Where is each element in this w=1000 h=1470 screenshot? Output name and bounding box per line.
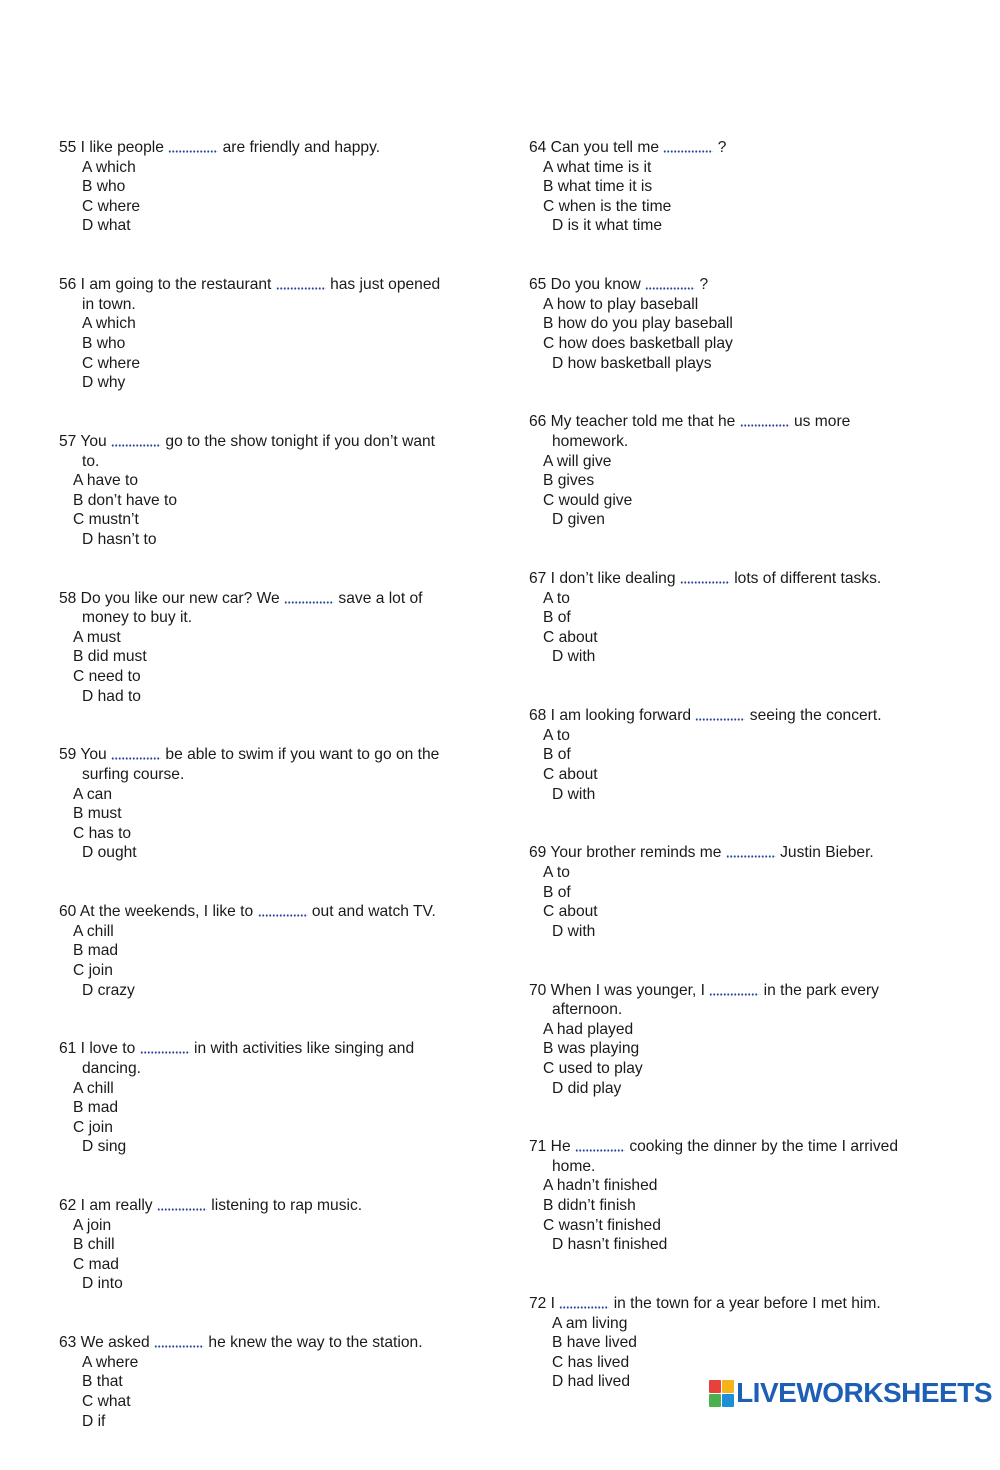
answer-option-a[interactable]: A to xyxy=(543,863,570,881)
question-continuation: dancing. xyxy=(82,1059,141,1077)
answer-option-d[interactable]: D crazy xyxy=(82,981,135,999)
question-text: 60 At the weekends, I like to xyxy=(59,903,254,921)
answer-option-a[interactable]: A chill xyxy=(73,922,114,940)
question-continuation: in town. xyxy=(82,295,136,313)
question-text-after: in the town for a year before I met him. xyxy=(613,1295,881,1313)
answer-option-b[interactable]: B of xyxy=(543,609,571,627)
question-continuation: money to buy it. xyxy=(82,609,193,627)
answer-option-d[interactable]: D had lived xyxy=(552,1373,631,1391)
liveworksheets-logo xyxy=(709,1377,992,1409)
question-text-after: ? xyxy=(717,139,727,156)
question-text-after: cooking the dinner by the time I arrived xyxy=(629,1138,899,1156)
question-text: 58 Do you like our new car? We xyxy=(59,589,280,607)
answer-option-b[interactable]: B how do you play baseball xyxy=(543,315,733,333)
question-text-after: lots of different tasks. xyxy=(734,570,882,588)
question-text-after: us more xyxy=(794,413,851,431)
answer-option-c[interactable]: C join xyxy=(73,961,113,979)
answer-blank[interactable] xyxy=(695,706,745,721)
answer-option-d[interactable]: D with xyxy=(552,922,596,940)
answer-option-a[interactable]: A join xyxy=(73,1216,112,1234)
answer-option-c[interactable]: C used to play xyxy=(543,1059,643,1077)
answer-blank[interactable] xyxy=(740,412,790,427)
answer-blank[interactable] xyxy=(276,275,326,290)
question-text: 64 Can you tell me xyxy=(529,139,660,156)
answer-blank[interactable] xyxy=(709,981,759,996)
question-text: 55 I like people xyxy=(59,139,164,156)
answer-option-d[interactable]: D into xyxy=(82,1275,123,1293)
question-text-after: save a lot of xyxy=(338,589,423,607)
answer-option-d[interactable]: D what xyxy=(82,217,131,235)
answer-option-b[interactable]: B must xyxy=(73,805,122,823)
question-65 xyxy=(529,275,959,373)
question-63 xyxy=(59,1333,489,1431)
right-column xyxy=(529,138,959,1431)
question-stem xyxy=(59,138,489,158)
answer-option-c[interactable]: C when is the time xyxy=(543,197,672,215)
answer-option-d[interactable]: D how basketball plays xyxy=(552,354,712,372)
answer-option-b[interactable]: B don’t have to xyxy=(73,491,178,509)
question-stem xyxy=(529,843,959,863)
question-59 xyxy=(59,745,489,863)
answer-blank[interactable] xyxy=(258,902,308,917)
answer-blank[interactable] xyxy=(157,1196,207,1211)
question-text: 69 Your brother reminds me xyxy=(529,844,722,862)
question-text-after: in with activities like singing and xyxy=(193,1040,415,1058)
answer-option-d[interactable]: D why xyxy=(82,374,126,392)
question-text: 68 I am looking forward xyxy=(529,707,692,725)
question-text-after: in the park every xyxy=(763,981,879,999)
question-stem xyxy=(529,569,959,589)
question-stem xyxy=(59,1196,489,1216)
question-text-after: listening to rap music. xyxy=(211,1197,363,1215)
question-71 xyxy=(529,1137,959,1255)
answer-option-c[interactable]: C what xyxy=(82,1393,131,1410)
question-stem xyxy=(529,981,959,1020)
question-text-after: Justin Bieber. xyxy=(780,844,874,862)
question-continuation: home. xyxy=(552,1157,596,1175)
question-text: 63 We asked xyxy=(59,1334,150,1352)
answer-option-a[interactable]: A will give xyxy=(543,452,612,470)
answer-blank[interactable] xyxy=(645,275,695,290)
answer-option-a[interactable]: A to xyxy=(543,589,570,607)
answer-option-a[interactable]: A which xyxy=(82,315,136,333)
question-stem xyxy=(529,138,959,158)
question-text-after: seeing the concert. xyxy=(749,707,882,725)
answer-option-a[interactable]: A can xyxy=(73,785,113,803)
answer-option-a[interactable]: A what time is it xyxy=(543,158,652,176)
question-stem xyxy=(59,432,489,471)
answer-option-b[interactable]: B mad xyxy=(73,1099,119,1117)
question-67 xyxy=(529,569,959,667)
answer-option-c[interactable]: C where xyxy=(82,197,141,215)
answer-option-c[interactable]: C wasn’t finished xyxy=(543,1216,661,1234)
answer-option-c[interactable]: C would give xyxy=(543,491,633,509)
question-55 xyxy=(59,138,489,236)
answer-option-c[interactable]: C mustn’t xyxy=(73,511,139,529)
question-stem xyxy=(59,275,489,314)
answer-option-a[interactable]: A had played xyxy=(543,1020,634,1038)
answer-option-d[interactable]: D hasn’t finished xyxy=(552,1236,668,1254)
question-text: 56 I am going to the restaurant xyxy=(59,276,272,294)
answer-option-c[interactable]: C join xyxy=(73,1118,113,1136)
answer-option-c[interactable]: C has lived xyxy=(552,1353,630,1371)
answer-option-c[interactable]: C need to xyxy=(73,668,141,686)
answer-blank[interactable] xyxy=(575,1137,625,1152)
question-stem xyxy=(529,275,959,295)
question-69 xyxy=(529,843,959,941)
question-56 xyxy=(59,275,489,393)
answer-option-c[interactable]: C how does basketball play xyxy=(543,334,733,352)
answer-option-c[interactable]: C where xyxy=(82,354,141,372)
answer-option-a[interactable]: A hadn’t finished xyxy=(543,1177,658,1195)
question-62 xyxy=(59,1196,489,1294)
question-60 xyxy=(59,902,489,1000)
question-text: 70 When I was younger, I xyxy=(529,981,705,999)
answer-option-d[interactable]: D if xyxy=(82,1412,106,1430)
question-text-after: has just opened xyxy=(330,276,441,294)
answer-option-a[interactable]: A chill xyxy=(73,1079,114,1097)
question-continuation: surfing course. xyxy=(82,766,185,783)
answer-option-d[interactable]: D is it what time xyxy=(552,217,663,235)
answer-option-d[interactable]: D sing xyxy=(82,1138,127,1156)
question-text: 61 I love to xyxy=(59,1040,136,1058)
answer-option-b[interactable]: B who xyxy=(82,334,126,352)
answer-option-a[interactable]: A must xyxy=(73,628,121,646)
answer-blank[interactable] xyxy=(663,138,713,153)
answer-blank[interactable] xyxy=(284,589,334,604)
question-70 xyxy=(529,981,959,1099)
answer-option-c[interactable]: C about xyxy=(543,903,598,921)
answer-blank[interactable] xyxy=(168,138,218,153)
answer-option-b[interactable]: B didn’t finish xyxy=(543,1197,636,1215)
answer-blank[interactable] xyxy=(111,745,161,760)
question-68 xyxy=(529,706,959,804)
answer-blank[interactable] xyxy=(111,432,161,447)
question-58 xyxy=(59,589,489,707)
left-column xyxy=(59,138,489,1470)
question-text: 65 Do you know xyxy=(529,276,641,294)
logo-block-4 xyxy=(722,1394,734,1407)
answer-blank[interactable] xyxy=(140,1039,190,1054)
logo-blocks-icon xyxy=(709,1380,734,1407)
answer-option-a[interactable]: A to xyxy=(543,726,570,744)
answer-blank[interactable] xyxy=(559,1294,609,1309)
logo-block-3 xyxy=(709,1394,721,1407)
answer-option-c[interactable]: C about xyxy=(543,628,598,646)
answer-option-c[interactable]: C has to xyxy=(73,824,132,842)
answer-option-c[interactable]: C about xyxy=(543,766,598,783)
question-stem xyxy=(529,412,959,451)
answer-option-a[interactable]: A am living xyxy=(552,1314,628,1332)
answer-option-d[interactable]: D hasn’t to xyxy=(82,530,157,548)
logo-block-2 xyxy=(722,1380,734,1393)
question-64 xyxy=(529,138,959,236)
question-text-after: ? xyxy=(699,276,709,294)
answer-option-b[interactable]: B gives xyxy=(543,472,595,490)
question-stem xyxy=(529,1294,959,1314)
answer-blank[interactable] xyxy=(154,1333,204,1348)
answer-option-d[interactable]: D did play xyxy=(552,1079,622,1097)
logo-block-1 xyxy=(709,1380,721,1393)
answer-option-b[interactable]: B did must xyxy=(73,648,147,666)
question-61 xyxy=(59,1039,489,1157)
answer-option-a[interactable]: A where xyxy=(82,1353,139,1371)
answer-option-d[interactable]: D with xyxy=(552,785,596,803)
answer-option-c[interactable]: C mad xyxy=(73,1255,119,1273)
answer-option-b[interactable]: B was playing xyxy=(543,1040,640,1058)
question-text-after: be able to swim if you want to go on the xyxy=(165,746,440,764)
question-text: 67 I don’t like dealing xyxy=(529,570,676,588)
question-text: 59 You xyxy=(59,746,107,764)
answer-option-a[interactable]: A have to xyxy=(73,472,139,490)
logo-text: LIVEWORKSHEETS xyxy=(736,1377,992,1408)
question-text-after: out and watch TV. xyxy=(311,903,436,921)
answer-option-d[interactable]: D had to xyxy=(82,687,141,705)
question-continuation: homework. xyxy=(552,432,629,450)
question-continuation: afternoon. xyxy=(552,1001,623,1019)
answer-option-a[interactable]: A how to play baseball xyxy=(543,295,699,313)
question-stem xyxy=(59,589,489,628)
question-text: 71 He xyxy=(529,1138,571,1156)
question-stem xyxy=(529,1137,959,1176)
answer-option-d[interactable]: D ought xyxy=(82,844,137,862)
question-continuation: to. xyxy=(82,452,100,470)
question-stem xyxy=(59,1039,489,1078)
answer-option-d[interactable]: D given xyxy=(552,511,605,529)
question-stem xyxy=(529,706,959,726)
answer-blank[interactable] xyxy=(680,569,730,584)
question-text: 72 I xyxy=(529,1295,556,1313)
answer-option-d[interactable]: D with xyxy=(552,648,596,666)
answer-option-b[interactable]: B that xyxy=(82,1373,123,1391)
question-text-after: he knew the way to the station. xyxy=(208,1334,423,1352)
answer-option-a[interactable]: A which xyxy=(82,158,136,176)
answer-option-b[interactable]: B of xyxy=(543,746,571,764)
answer-option-b[interactable]: B mad xyxy=(73,942,119,960)
question-57 xyxy=(59,432,489,550)
question-text: 57 You xyxy=(59,432,107,450)
question-text: 62 I am really xyxy=(59,1197,153,1215)
question-66 xyxy=(529,412,959,530)
question-text-after: are friendly and happy. xyxy=(222,139,381,156)
answer-option-b[interactable]: B chill xyxy=(73,1236,115,1254)
question-text: 66 My teacher told me that he xyxy=(529,413,736,431)
question-stem xyxy=(59,1333,489,1353)
question-stem xyxy=(59,745,489,784)
question-stem xyxy=(59,902,489,922)
answer-blank[interactable] xyxy=(726,843,776,858)
question-text-after: go to the show tonight if you don’t want xyxy=(165,432,436,450)
answer-option-b[interactable]: B of xyxy=(543,883,571,901)
answer-option-b[interactable]: B who xyxy=(82,178,126,196)
answer-option-b[interactable]: B have lived xyxy=(552,1334,637,1352)
answer-option-b[interactable]: B what time it is xyxy=(543,178,653,196)
